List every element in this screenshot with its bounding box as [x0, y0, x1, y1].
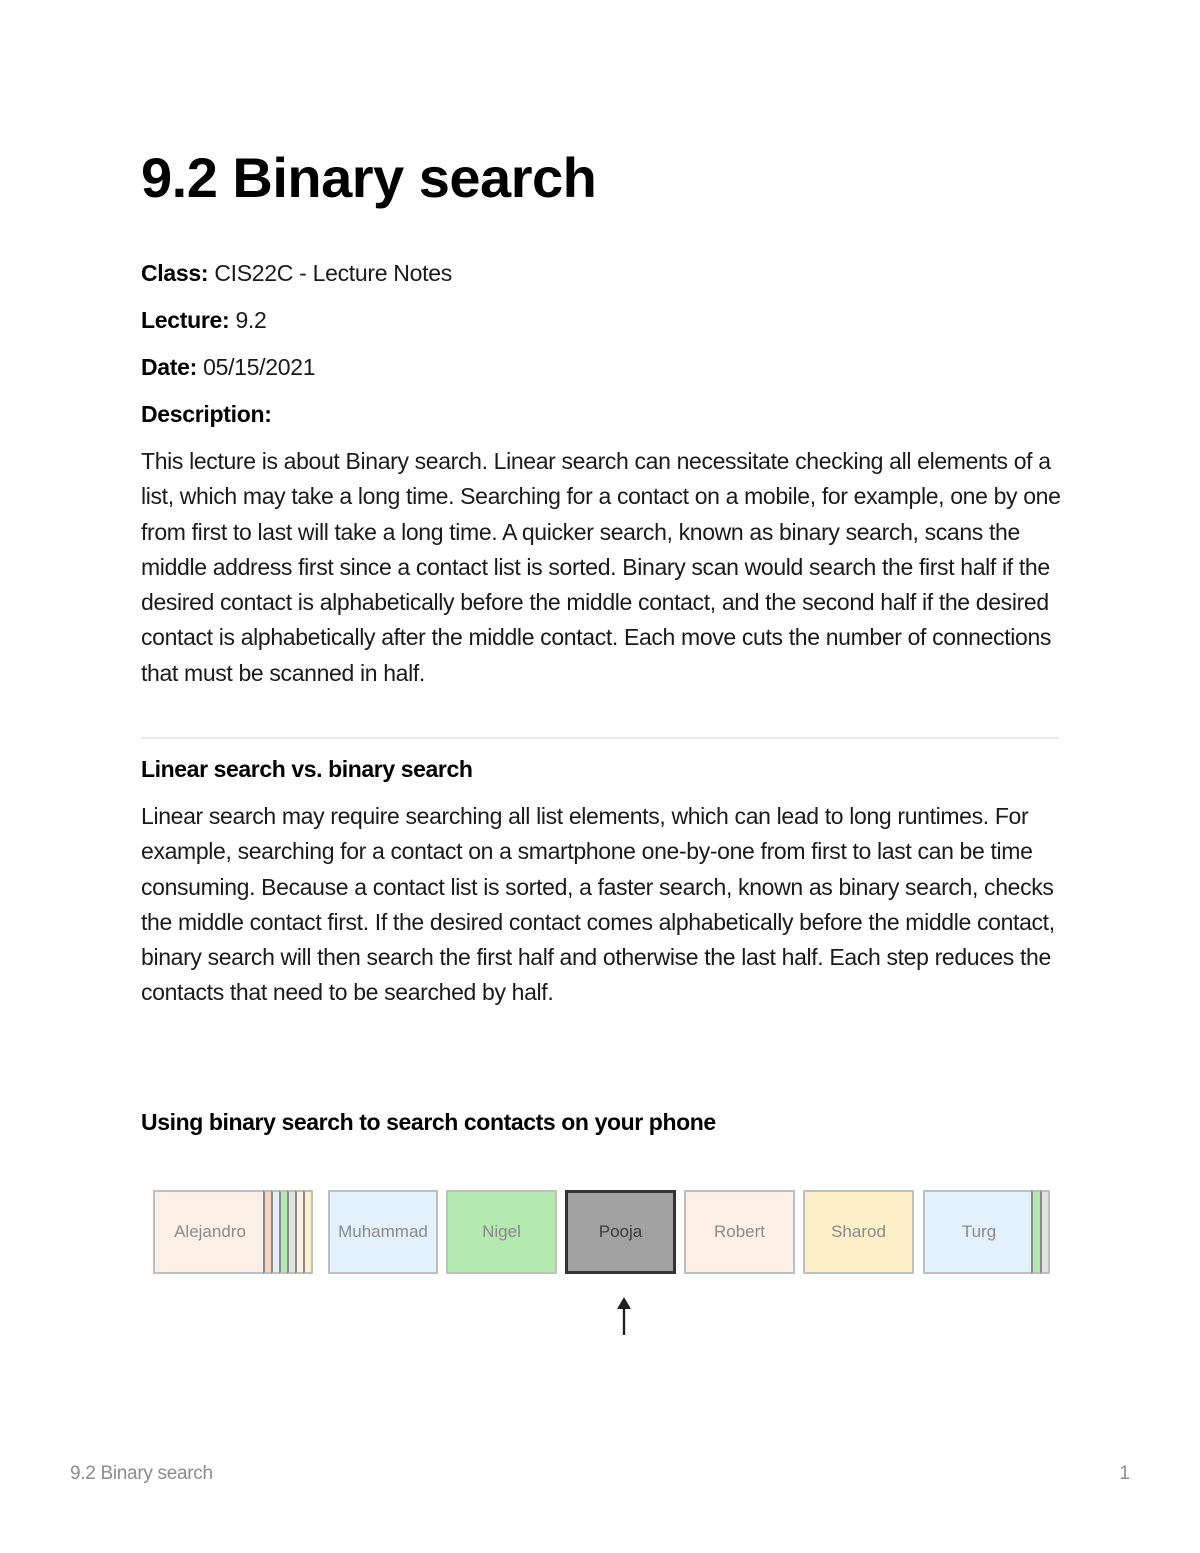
- contact-box-turg: [923, 1190, 1033, 1274]
- colon: :: [221, 307, 230, 333]
- description-paragraph: This lecture is about Binary search. Linear search can necessitate checking all elements of a list, which may take a long time. Searching for a contact on a mobile, for example, one by one from first to last will take a long time. A quicker search, known as binary search, scans the middle address first since a contact list is sorted. Binary scan would search the first half if the desired contact is alphabetically before the middle contact, and the second half if the desired contact is alphabetically after the middle contact. Each move cuts the number of connections that must be scanned in half.: [141, 448, 1061, 686]
- section-heading-diagram: Using binary search to search contacts on your phone: [141, 1109, 716, 1135]
- collapsed-contact-stripe: [295, 1190, 304, 1274]
- property-value: 05/15/2021: [203, 354, 316, 380]
- contact-label: Alejandro: [174, 1222, 246, 1241]
- property-description: [141, 399, 272, 429]
- collapsed-contact-stripe: [287, 1190, 295, 1274]
- property-value: CIS22C - Lecture Notes: [214, 260, 452, 286]
- property-key: Class: [141, 260, 201, 286]
- property-value: 9.2: [235, 307, 267, 333]
- contact-box-muhammad: [328, 1190, 438, 1274]
- contact-label: Sharod: [831, 1222, 886, 1241]
- collapsed-contact-stripe: [303, 1190, 313, 1274]
- collapsed-contact-stripe: [279, 1190, 287, 1274]
- page-number: 1: [1119, 1463, 1130, 1484]
- colon: :: [264, 401, 272, 427]
- property-lecture: [141, 305, 267, 335]
- footer-title: 9.2 Binary search: [70, 1463, 213, 1484]
- contact-box-pooja-middle: [565, 1190, 676, 1274]
- contact-label: Nigel: [482, 1222, 521, 1241]
- contact-box-alejandro: [153, 1190, 265, 1274]
- colon: :: [189, 354, 198, 380]
- colon: :: [200, 260, 209, 286]
- contact-label: Robert: [713, 1222, 766, 1241]
- contact-label: Muhammad: [338, 1222, 428, 1241]
- section-body-linear-vs-binary: Linear search may require searching all list elements, which can lead to long runtimes. For example, searching for a contact on a smartphone one-by-one from first to last can be time consuming. Because a contact list is sorted, a faster search, known as binary search, checks the middle contact first. If the desired contact comes alphabetically before the middle contact, binary search will then search the first half and otherwise the last half. Each step reduces the contacts that need to be searched by half.: [141, 803, 1055, 1006]
- contact-box-robert: [684, 1190, 795, 1274]
- page-title: 9.2 Binary search: [141, 146, 597, 209]
- divider: [141, 737, 1059, 739]
- property-key: Date: [141, 354, 190, 380]
- section-heading-linear-vs-binary: Linear search vs. binary search: [141, 756, 473, 782]
- contact-label: Pooja: [598, 1222, 643, 1241]
- property-key: Description: [141, 401, 265, 427]
- contact-box-sharod: [803, 1190, 914, 1274]
- property-key: Lecture: [141, 307, 222, 333]
- collapsed-contact-stripe: [1040, 1190, 1050, 1274]
- contact-label: Turg: [961, 1222, 997, 1241]
- property-class: [141, 258, 452, 288]
- contact-box-nigel: [446, 1190, 557, 1274]
- property-date: [141, 352, 315, 382]
- up-arrow-icon: [614, 1296, 634, 1336]
- collapsed-contact-stripe: [271, 1190, 279, 1274]
